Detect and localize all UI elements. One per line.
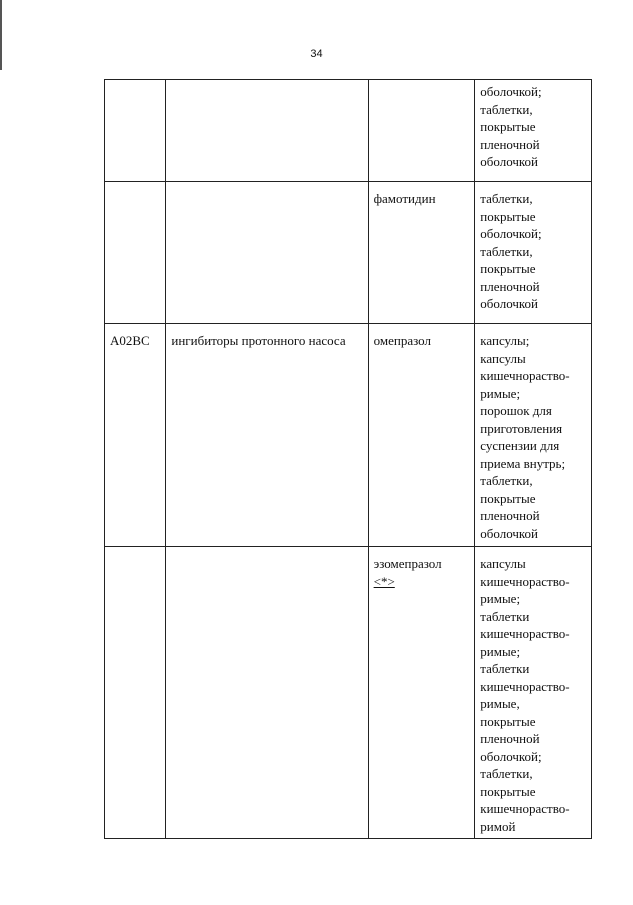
drug-name-cell	[368, 547, 475, 839]
drug-name-text: эзомепразол	[373, 556, 442, 571]
atc-code-cell: A02BC	[105, 324, 166, 547]
dosage-forms-cell: оболочкой; таблетки, покрытые пленочной оболочкой	[475, 80, 592, 182]
drug-name-cell	[368, 80, 475, 182]
medication-table	[104, 79, 592, 839]
group-name-cell	[166, 80, 368, 182]
drug-name-cell: омепразол	[368, 324, 475, 547]
table-row	[105, 547, 592, 839]
table-row	[105, 324, 592, 547]
page-number: 34	[310, 48, 323, 60]
atc-code-cell	[105, 182, 166, 324]
group-name-cell	[166, 182, 368, 324]
drug-name-cell: фамотидин	[368, 182, 475, 324]
atc-code-cell	[105, 80, 166, 182]
dosage-forms-cell: капсулы; капсулы кишечнораство- римые; порошок для приготовления суспензии для приема внутрь; таблетки, покрытые пленочной оболочкой	[475, 324, 592, 547]
group-name-cell	[166, 547, 368, 839]
group-name-cell: ингибиторы протонного насоса	[166, 324, 368, 547]
table-row	[105, 80, 592, 182]
footnote-link[interactable]: <*>	[373, 573, 395, 589]
dosage-forms-cell: таблетки, покрытые оболочкой; таблетки, покрытые пленочной оболочкой	[475, 182, 592, 324]
atc-code-cell	[105, 547, 166, 839]
dosage-forms-cell: капсулы кишечнораство- римые; таблетки кишечнораство- римые; таблетки кишечнораство- римые, покрытые пленочной оболочкой; таблетки, покрытые кишечнораство- римой	[475, 547, 592, 839]
table-row	[105, 182, 592, 324]
